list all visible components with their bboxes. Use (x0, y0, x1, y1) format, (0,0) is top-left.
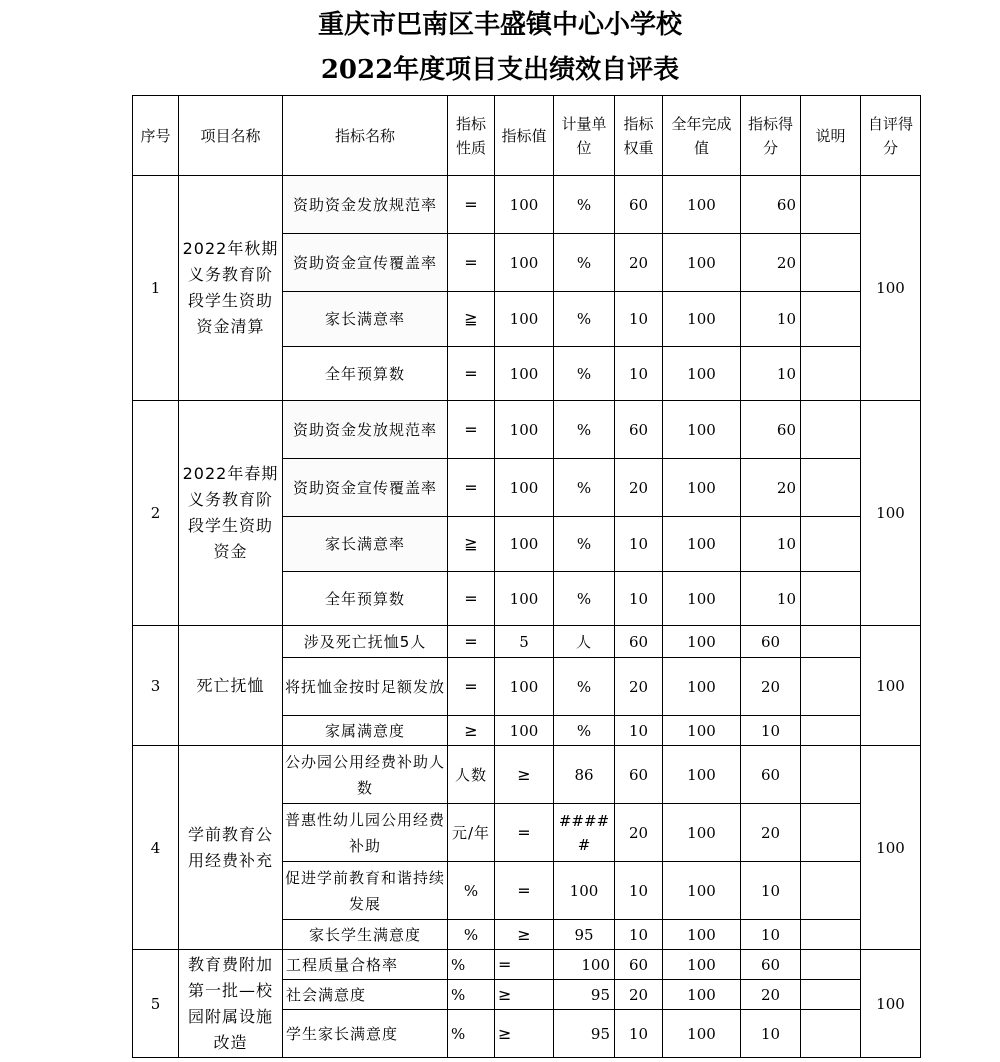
seq-cell: 2 (133, 401, 179, 626)
score-cell: 10 (741, 292, 801, 347)
actual-cell: 100 (663, 626, 741, 658)
indicator-cell: 促进学前教育和谐持续发展 (283, 862, 448, 920)
note-cell (801, 1010, 861, 1058)
indicator-cell: 全年预算数 (283, 347, 448, 401)
unit-cell: % (554, 716, 615, 746)
weight-cell: 10 (615, 920, 663, 950)
header-actual: 全年完成值 (663, 96, 741, 176)
note-cell (801, 980, 861, 1010)
actual-cell: 100 (663, 980, 741, 1010)
score-cell: 60 (741, 401, 801, 459)
indicator-cell: 公办园公用经费补助人数 (283, 746, 448, 804)
value-cell: 100 (495, 716, 554, 746)
value-cell: 100 (495, 658, 554, 716)
unit-cell: 86 (554, 746, 615, 804)
unit-cell: 100 (554, 950, 615, 980)
weight-cell: 10 (615, 862, 663, 920)
unit-cell: % (554, 658, 615, 716)
score-cell: 60 (741, 950, 801, 980)
note-cell (801, 347, 861, 401)
nature-cell: = (448, 347, 495, 401)
weight-cell: 60 (615, 176, 663, 234)
weight-cell: 60 (615, 950, 663, 980)
unit-cell: % (554, 292, 615, 347)
indicator-cell: 社会满意度 (283, 980, 448, 1010)
nature-cell: % (448, 862, 495, 920)
weight-cell: 10 (615, 517, 663, 572)
score-cell: 60 (741, 746, 801, 804)
unit-cell: 95 (554, 920, 615, 950)
project-name-cell: 教育费附加第一批—校园附属设施改造 (179, 950, 283, 1058)
weight-cell: 10 (615, 292, 663, 347)
value-cell: 100 (495, 347, 554, 401)
seq-cell: 4 (133, 746, 179, 950)
indicator-cell: 资助资金宣传覆盖率 (283, 234, 448, 292)
score-cell: 20 (741, 980, 801, 1010)
project-name-cell: 学前教育公用经费补充 (179, 746, 283, 950)
indicator-cell: 家长满意率 (283, 292, 448, 347)
weight-cell: 20 (615, 804, 663, 862)
actual-cell: 100 (663, 347, 741, 401)
score-cell: 10 (741, 716, 801, 746)
nature-cell: = (448, 658, 495, 716)
nature-cell: = (448, 572, 495, 626)
header-value: 指标值 (495, 96, 554, 176)
score-cell: 60 (741, 176, 801, 234)
actual-cell: 100 (663, 920, 741, 950)
indicator-cell: 资助资金宣传覆盖率 (283, 459, 448, 517)
report-title-school: 重庆市巴南区丰盛镇中心小学校 (317, 10, 682, 40)
project-name-cell: 2022年秋期义务教育阶段学生资助资金清算 (179, 176, 283, 401)
unit-cell: % (554, 517, 615, 572)
table-row (133, 950, 921, 980)
score-cell: 10 (741, 347, 801, 401)
self-score-cell: 100 (861, 626, 921, 746)
table-row (133, 401, 921, 459)
header-score: 指标得分 (741, 96, 801, 176)
unit-cell: % (554, 401, 615, 459)
unit-cell: 人 (554, 626, 615, 658)
nature-cell: = (448, 401, 495, 459)
score-cell: 10 (741, 1010, 801, 1058)
score-cell: 20 (741, 804, 801, 862)
header-indicator-name: 指标名称 (283, 96, 448, 176)
score-cell: 20 (741, 459, 801, 517)
indicator-cell: 普惠性幼儿园公用经费补助 (283, 804, 448, 862)
actual-cell: 100 (663, 1010, 741, 1058)
actual-cell: 100 (663, 572, 741, 626)
note-cell (801, 234, 861, 292)
nature-cell: = (448, 459, 495, 517)
project-name-cell: 死亡抚恤 (179, 626, 283, 746)
performance-table (132, 95, 921, 1058)
actual-cell: 100 (663, 716, 741, 746)
table-row (133, 746, 921, 804)
note-cell (801, 176, 861, 234)
actual-cell: 100 (663, 804, 741, 862)
indicator-cell: 将抚恤金按时足额发放 (283, 658, 448, 716)
value-cell: 100 (495, 234, 554, 292)
note-cell (801, 401, 861, 459)
nature-cell: % (448, 1010, 495, 1058)
indicator-cell: 家长满意率 (283, 517, 448, 572)
actual-cell: 100 (663, 950, 741, 980)
indicator-cell: 家长学生满意度 (283, 920, 448, 950)
note-cell (801, 746, 861, 804)
unit-cell: % (554, 572, 615, 626)
note-cell (801, 862, 861, 920)
nature-cell: 元/年 (448, 804, 495, 862)
unit-cell: % (554, 234, 615, 292)
note-cell (801, 459, 861, 517)
value-cell: ≥ (495, 1010, 554, 1058)
nature-cell: ≧ (448, 292, 495, 347)
table-row (133, 176, 921, 234)
unit-cell: ##### (554, 804, 615, 862)
actual-cell: 100 (663, 176, 741, 234)
header-weight: 指标权重 (615, 96, 663, 176)
nature-cell: % (448, 980, 495, 1010)
header-note: 说明 (801, 96, 861, 176)
unit-cell: 95 (554, 1010, 615, 1058)
weight-cell: 10 (615, 572, 663, 626)
nature-cell: = (448, 176, 495, 234)
indicator-cell: 学生家长满意度 (283, 1010, 448, 1058)
value-cell: ≥ (495, 746, 554, 804)
weight-cell: 10 (615, 347, 663, 401)
weight-cell: 20 (615, 980, 663, 1010)
unit-cell: % (554, 176, 615, 234)
score-cell: 10 (741, 572, 801, 626)
value-cell: 100 (495, 459, 554, 517)
header-nature: 指标性质 (448, 96, 495, 176)
header-seq: 序号 (133, 96, 179, 176)
indicator-cell: 资助资金发放规范率 (283, 401, 448, 459)
note-cell (801, 658, 861, 716)
weight-cell: 20 (615, 658, 663, 716)
report-title-year: 2022年度项目支出绩效自评表 (320, 55, 680, 85)
header-unit: 计量单位 (554, 96, 615, 176)
nature-cell: % (448, 950, 495, 980)
self-score-cell: 100 (861, 746, 921, 950)
header-self-score: 自评得分 (861, 96, 921, 176)
weight-cell: 60 (615, 746, 663, 804)
value-cell: ≥ (495, 980, 554, 1010)
value-cell: = (495, 950, 554, 980)
note-cell (801, 804, 861, 862)
indicator-cell: 涉及死亡抚恤5人 (283, 626, 448, 658)
score-cell: 10 (741, 517, 801, 572)
note-cell (801, 572, 861, 626)
actual-cell: 100 (663, 862, 741, 920)
value-cell: = (495, 862, 554, 920)
nature-cell: = (448, 626, 495, 658)
weight-cell: 60 (615, 401, 663, 459)
actual-cell: 100 (663, 292, 741, 347)
note-cell (801, 716, 861, 746)
seq-cell: 1 (133, 176, 179, 401)
unit-cell: 100 (554, 862, 615, 920)
self-score-cell: 100 (861, 401, 921, 626)
indicator-cell: 资助资金发放规范率 (283, 176, 448, 234)
actual-cell: 100 (663, 234, 741, 292)
weight-cell: 20 (615, 234, 663, 292)
value-cell: = (495, 804, 554, 862)
nature-cell: ≥ (448, 716, 495, 746)
seq-cell: 5 (133, 950, 179, 1058)
project-name-cell: 2022年春期义务教育阶段学生资助资金 (179, 401, 283, 626)
note-cell (801, 626, 861, 658)
indicator-cell: 工程质量合格率 (283, 950, 448, 980)
actual-cell: 100 (663, 401, 741, 459)
table-row (133, 626, 921, 658)
note-cell (801, 920, 861, 950)
note-cell (801, 950, 861, 980)
value-cell: 100 (495, 517, 554, 572)
value-cell: 100 (495, 572, 554, 626)
value-cell: ≥ (495, 920, 554, 950)
note-cell (801, 292, 861, 347)
weight-cell: 60 (615, 626, 663, 658)
value-cell: 100 (495, 292, 554, 347)
self-score-cell: 100 (861, 950, 921, 1058)
seq-cell: 3 (133, 626, 179, 746)
value-cell: 100 (495, 401, 554, 459)
nature-cell: = (448, 234, 495, 292)
score-cell: 10 (741, 920, 801, 950)
header-row (133, 96, 921, 176)
unit-cell: % (554, 347, 615, 401)
actual-cell: 100 (663, 658, 741, 716)
self-score-cell: 100 (861, 176, 921, 401)
score-cell: 10 (741, 862, 801, 920)
note-cell (801, 517, 861, 572)
actual-cell: 100 (663, 517, 741, 572)
score-cell: 20 (741, 234, 801, 292)
nature-cell: 人数 (448, 746, 495, 804)
weight-cell: 10 (615, 1010, 663, 1058)
value-cell: 5 (495, 626, 554, 658)
unit-cell: % (554, 459, 615, 517)
nature-cell: ≧ (448, 517, 495, 572)
actual-cell: 100 (663, 459, 741, 517)
value-cell: 100 (495, 176, 554, 234)
indicator-cell: 家属满意度 (283, 716, 448, 746)
score-cell: 60 (741, 626, 801, 658)
unit-cell: 95 (554, 980, 615, 1010)
weight-cell: 20 (615, 459, 663, 517)
actual-cell: 100 (663, 746, 741, 804)
indicator-cell: 全年预算数 (283, 572, 448, 626)
nature-cell: % (448, 920, 495, 950)
score-cell: 20 (741, 658, 801, 716)
header-project-name: 项目名称 (179, 96, 283, 176)
weight-cell: 10 (615, 716, 663, 746)
